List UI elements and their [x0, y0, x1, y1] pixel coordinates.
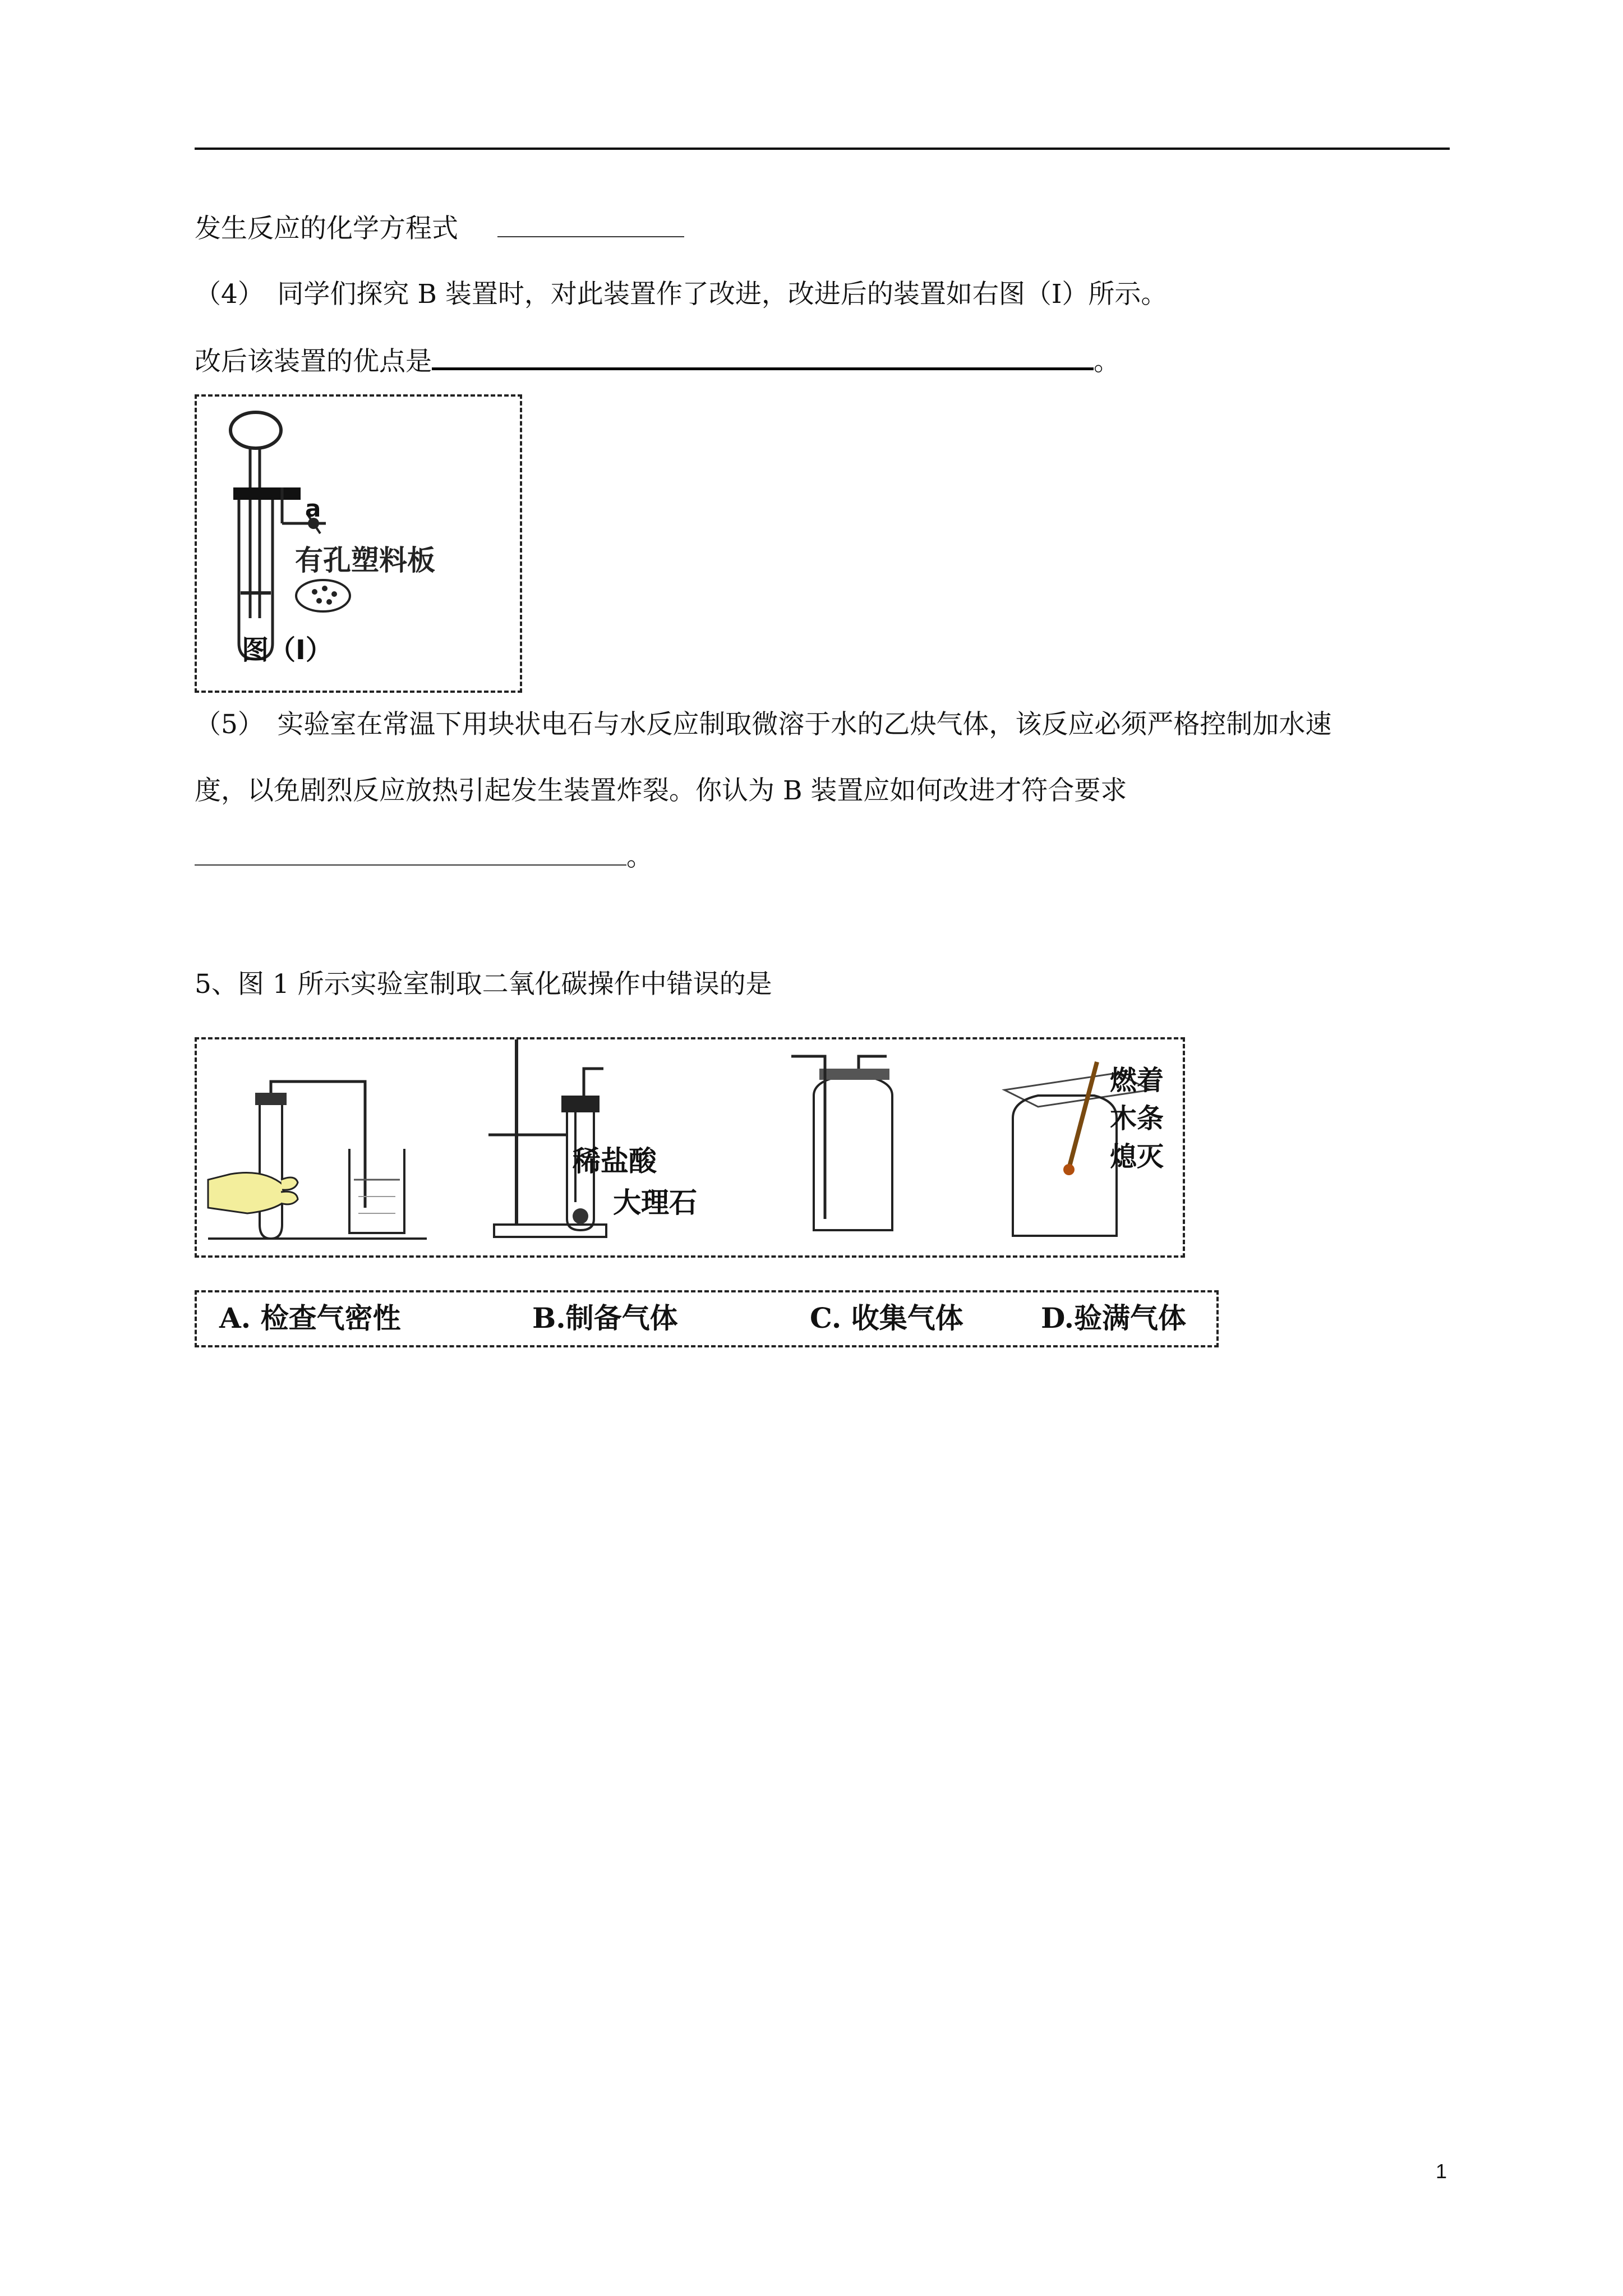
apparatus-c-collect-gas — [791, 1056, 892, 1230]
burning-label-2: 木条 — [1110, 1103, 1164, 1134]
q4-period: 。 — [1094, 346, 1120, 377]
page-number: 1 — [1436, 2160, 1447, 2183]
figure-1-box — [195, 394, 522, 693]
q5-period: 。 — [626, 841, 653, 872]
q4-line1: （4） 同学们探究 B 装置时，对此装置作了改进，改进后的装置如右图（Ⅰ）所示。 — [195, 279, 1168, 310]
option-a: A. 检查气密性 — [219, 1301, 401, 1335]
header-rule — [195, 148, 1450, 150]
q5-line1: （5） 实验室在常温下用块状电石与水反应制取微溶于水的乙炔气体，该反应必须严格控制加水速 — [195, 709, 1332, 740]
valve-a-label: a — [305, 495, 321, 522]
q3-equation-text: 发生反应的化学方程式 — [195, 213, 458, 244]
q4-line2 — [195, 345, 1120, 379]
figure-2-box — [195, 1037, 1185, 1258]
option-c: C. 收集气体 — [810, 1301, 963, 1335]
burning-label-3: 熄灭 — [1110, 1141, 1164, 1172]
question-5-stem: 5、图 1 所示实验室制取二氧化碳操作中错误的是 — [195, 969, 772, 1000]
option-b: B.制备气体 — [532, 1301, 678, 1335]
marble-label: 大理石 — [613, 1186, 697, 1219]
apparatus-b-prepare-gas — [488, 1039, 606, 1237]
q3-equation-line — [195, 212, 684, 246]
q5-line3 — [195, 840, 653, 874]
q4-advantage-label: 改后该装置的优点是 — [195, 346, 432, 377]
options-box — [195, 1290, 1219, 1347]
co2-operations-diagram — [197, 1039, 1183, 1255]
q4-advantage-blank[interactable] — [432, 367, 1094, 370]
option-d: D.验满气体 — [1041, 1301, 1186, 1335]
perforated-plate-label: 有孔塑料板 — [295, 544, 435, 577]
q5-line2: 度，以免剧烈反应放热引起发生装置炸裂。你认为 B 装置应如何改进才符合要求 — [195, 775, 1127, 806]
apparatus-a-airtightness — [208, 1082, 427, 1239]
burning-label-1: 燃着 — [1110, 1065, 1164, 1096]
dilute-hcl-label: 稀盐酸 — [573, 1145, 657, 1177]
figure-1-caption: 图（Ⅰ） — [242, 634, 333, 666]
q3-equation-blank[interactable] — [497, 236, 684, 237]
q5-answer-blank[interactable] — [195, 864, 626, 866]
